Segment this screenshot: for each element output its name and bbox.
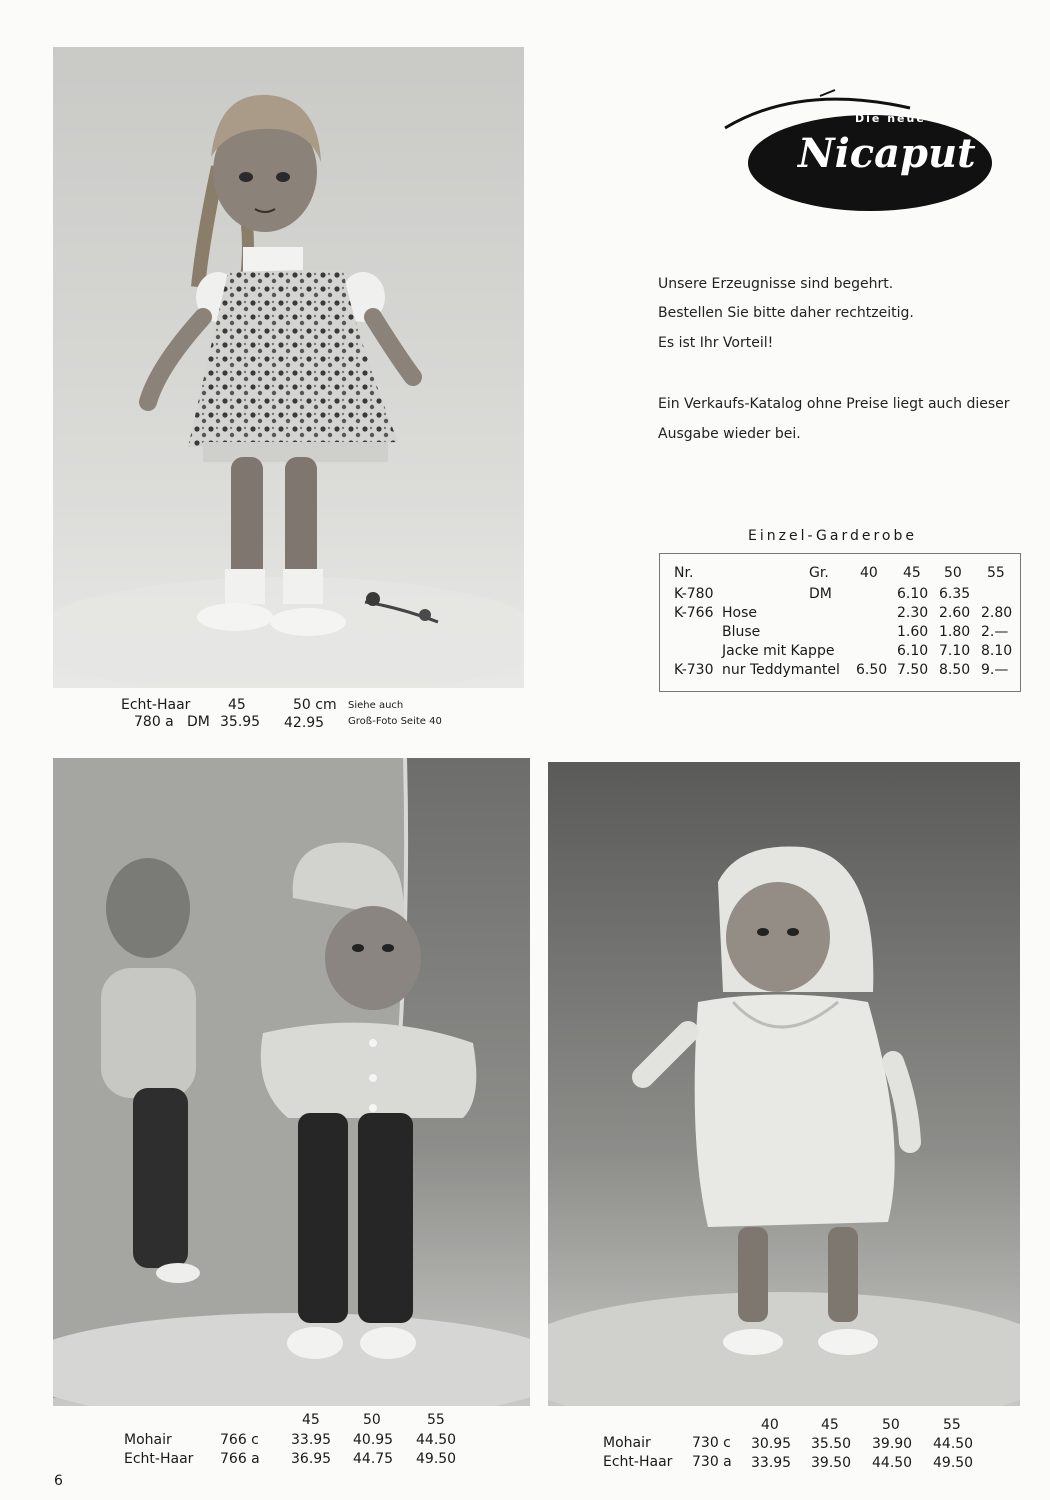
row-nr: K-766 [674, 605, 714, 621]
doll766-row-label: Mohair [124, 1432, 172, 1448]
doll730-row-price: 44.50 [933, 1436, 974, 1452]
doll766-row-price: 44.75 [353, 1451, 394, 1467]
doll730-row-label: Mohair [603, 1435, 651, 1451]
header-gr: Gr. [809, 565, 829, 581]
doll730-size-55: 55 [943, 1417, 961, 1433]
row-price-55: 2.— [981, 624, 1009, 640]
row-item: Bluse [722, 624, 761, 640]
doll780-hair-label: Echt-Haar [121, 697, 191, 713]
doll766-row-price: 40.95 [353, 1432, 394, 1448]
doll730-row-price: 49.50 [933, 1455, 974, 1471]
doll766-row-price: 33.95 [291, 1432, 332, 1448]
intro-line-2: Bestellen Sie bitte daher rechtzeitig. [658, 305, 914, 321]
intro-line-4: Ein Verkaufs-Katalog ohne Preise liegt auch dieser [658, 396, 1010, 412]
doll-730-photo [548, 762, 1020, 1406]
garderobe-title: Einzel-Garderobe [748, 528, 917, 544]
doll780-price-a: 35.95 [220, 714, 261, 730]
doll730-row-price: 30.95 [751, 1436, 792, 1452]
doll-780-photo [53, 47, 524, 688]
doll730-row-price: 44.50 [872, 1455, 913, 1471]
logo-brand: Nicaput [798, 130, 976, 177]
doll766-row-code: 766 a [220, 1451, 260, 1467]
doll780-note-1: Siehe auch [348, 700, 404, 711]
row-nr: K-780 [674, 586, 714, 602]
doll730-row-price: 35.50 [811, 1436, 852, 1452]
row-price-45: 7.50 [897, 662, 929, 678]
doll730-row-code: 730 c [692, 1435, 731, 1451]
row-item: nur Teddymantel [722, 662, 840, 678]
row-item: Hose [722, 605, 757, 621]
row-price-55: 9.— [981, 662, 1009, 678]
row-price-45: 6.10 [897, 586, 929, 602]
garderobe-table [659, 553, 1021, 692]
doll730-row-price: 33.95 [751, 1455, 792, 1471]
row-nr: K-730 [674, 662, 714, 678]
doll730-row-code: 730 a [692, 1454, 732, 1470]
intro-line-3: Es ist Ihr Vorteil! [658, 335, 774, 351]
header-size-55: 55 [987, 565, 1005, 581]
row-price-50: 7.10 [939, 643, 971, 659]
doll766-row-price: 49.50 [416, 1451, 457, 1467]
doll780-size-a: 45 [228, 697, 246, 713]
header-size-45: 45 [903, 565, 921, 581]
doll766-row-label: Echt-Haar [124, 1451, 194, 1467]
doll766-size-55: 55 [427, 1412, 445, 1428]
row-price-50: 1.80 [939, 624, 971, 640]
doll766-size-45: 45 [302, 1412, 320, 1428]
doll780-note-2: Groß-Foto Seite 40 [348, 716, 442, 727]
row-price-45: 6.10 [897, 643, 929, 659]
row-price-55: 2.80 [981, 605, 1013, 621]
logo-tagline: Die neue [855, 112, 926, 125]
row-price-45: 1.60 [897, 624, 929, 640]
header-nr: Nr. [674, 565, 694, 581]
row-price-40: 6.50 [856, 662, 888, 678]
doll730-row-label: Echt-Haar [603, 1454, 673, 1470]
doll766-row-price: 36.95 [291, 1451, 332, 1467]
header-size-40: 40 [860, 565, 878, 581]
doll780-price-b: 42.95 [284, 715, 325, 731]
doll766-row-code: 766 c [220, 1432, 259, 1448]
intro-line-1: Unsere Erzeugnisse sind begehrt. [658, 276, 894, 292]
row-unit: DM [809, 586, 832, 602]
doll766-row-price: 44.50 [416, 1432, 457, 1448]
page-number: 6 [54, 1473, 63, 1489]
doll-766-photo [53, 758, 530, 1406]
doll730-size-50: 50 [882, 1417, 900, 1433]
doll780-size-b: 50 cm [293, 697, 337, 713]
nicaput-logo [720, 88, 1010, 218]
doll730-size-40: 40 [761, 1417, 779, 1433]
doll730-row-price: 39.90 [872, 1436, 913, 1452]
row-price-50: 8.50 [939, 662, 971, 678]
intro-line-5: Ausgabe wieder bei. [658, 426, 801, 442]
header-size-50: 50 [944, 565, 962, 581]
row-price-45: 2.30 [897, 605, 929, 621]
row-price-50: 2.60 [939, 605, 971, 621]
doll780-currency: DM [187, 714, 210, 730]
doll780-code: 780 a [134, 714, 174, 730]
row-item: Jacke mit Kappe [722, 643, 835, 659]
doll730-size-45: 45 [821, 1417, 839, 1433]
doll730-row-price: 39.50 [811, 1455, 852, 1471]
row-price-55: 8.10 [981, 643, 1013, 659]
doll766-size-50: 50 [363, 1412, 381, 1428]
row-price-50: 6.35 [939, 586, 971, 602]
